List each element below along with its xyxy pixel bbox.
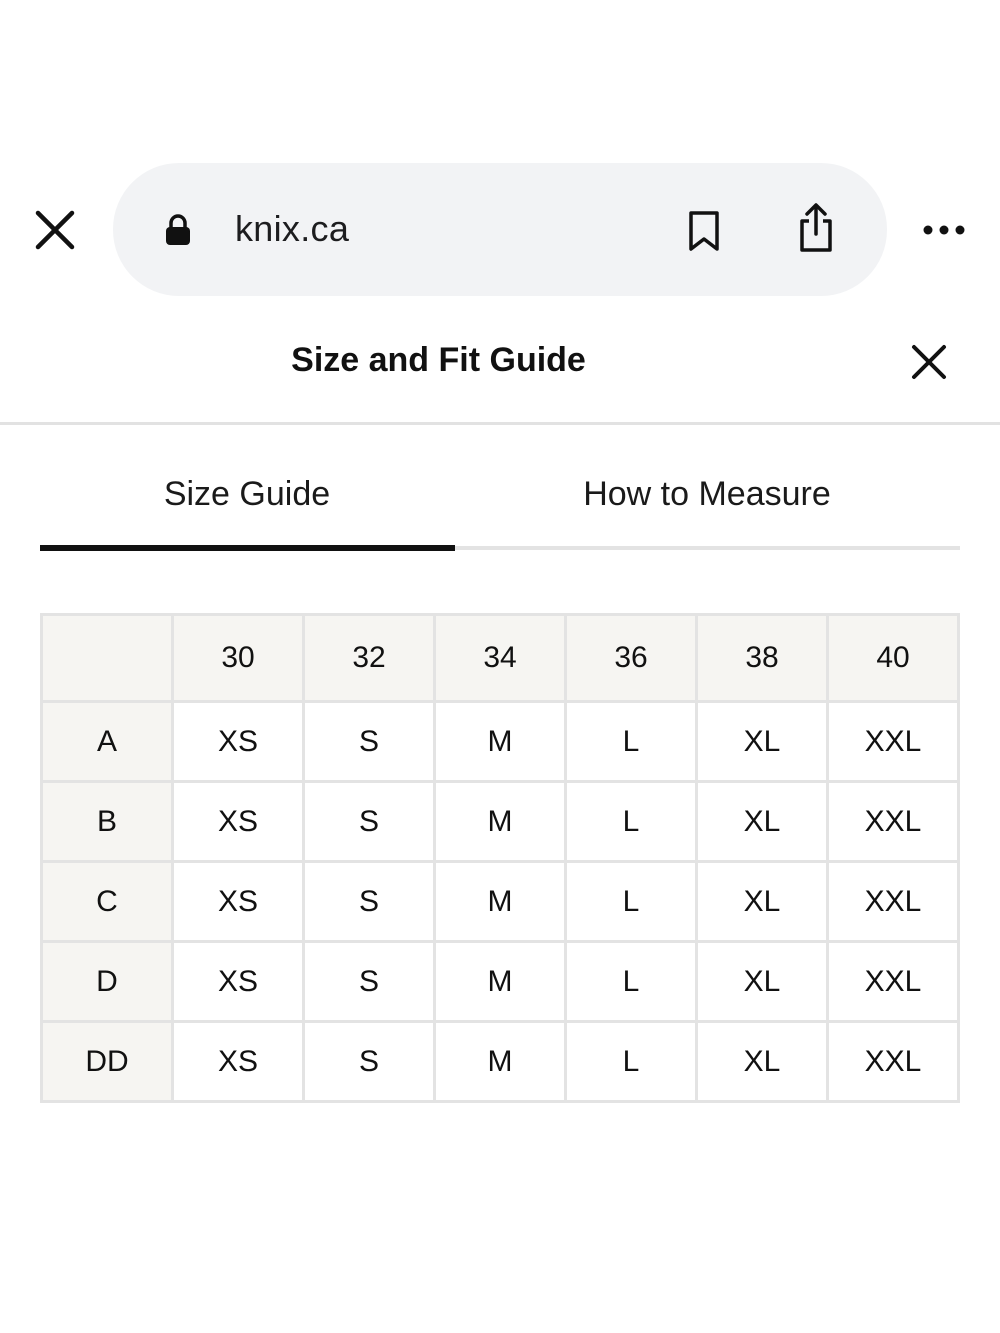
table-cell: XXL	[828, 702, 959, 782]
table-cell: XL	[697, 702, 828, 782]
row-header: A	[42, 702, 173, 782]
table-cell: XL	[697, 862, 828, 942]
lock-icon	[163, 213, 193, 247]
column-header: 36	[566, 615, 697, 702]
table-cell: XXL	[828, 782, 959, 862]
size-table	[40, 613, 960, 1103]
share-icon[interactable]	[796, 203, 836, 253]
table-cell: XS	[173, 702, 304, 782]
row-header: DD	[42, 1022, 173, 1102]
table-cell: M	[435, 862, 566, 942]
row-header: D	[42, 942, 173, 1022]
table-cell: S	[304, 862, 435, 942]
row-header: B	[42, 782, 173, 862]
table-cell: XL	[697, 942, 828, 1022]
table-row	[42, 862, 959, 942]
table-cell: XS	[173, 782, 304, 862]
table-cell: L	[566, 942, 697, 1022]
column-header: 32	[304, 615, 435, 702]
tab-how-to-measure[interactable]: How to Measure	[583, 475, 831, 513]
table-cell: L	[566, 1022, 697, 1102]
table-cell: M	[435, 942, 566, 1022]
row-header: C	[42, 862, 173, 942]
table-cell: M	[435, 702, 566, 782]
url-bar[interactable]	[113, 163, 887, 296]
column-header: 40	[828, 615, 959, 702]
table-cell: XXL	[828, 942, 959, 1022]
table-row	[42, 1022, 959, 1102]
browser-close-icon[interactable]	[33, 208, 77, 252]
table-cell: S	[304, 702, 435, 782]
table-row	[42, 782, 959, 862]
table-header-row	[42, 615, 959, 702]
table-row	[42, 702, 959, 782]
table-cell: M	[435, 1022, 566, 1102]
table-cell: XS	[173, 1022, 304, 1102]
table-cell: XS	[173, 942, 304, 1022]
table-cell: M	[435, 782, 566, 862]
table-cell: XXL	[828, 862, 959, 942]
table-cell: XL	[697, 1022, 828, 1102]
column-header: 30	[173, 615, 304, 702]
table-cell: L	[566, 702, 697, 782]
tab-size-guide[interactable]: Size Guide	[163, 475, 331, 513]
table-cell: L	[566, 862, 697, 942]
table-cell: XL	[697, 782, 828, 862]
bookmark-icon[interactable]	[686, 210, 722, 252]
table-row	[42, 942, 959, 1022]
table-cell: XS	[173, 862, 304, 942]
table-cell: S	[304, 942, 435, 1022]
table-cell: XXL	[828, 1022, 959, 1102]
header-divider	[0, 422, 1000, 425]
table-cell: L	[566, 782, 697, 862]
url-text[interactable]: knix.ca	[235, 208, 350, 249]
table-corner-cell	[42, 615, 173, 702]
tab-active-indicator	[40, 545, 455, 551]
table-cell: S	[304, 1022, 435, 1102]
modal-title: Size and Fit Guide	[291, 341, 586, 379]
column-header: 38	[697, 615, 828, 702]
table-cell: S	[304, 782, 435, 862]
more-icon[interactable]	[920, 220, 968, 240]
modal-close-icon[interactable]	[908, 341, 950, 383]
column-header: 34	[435, 615, 566, 702]
